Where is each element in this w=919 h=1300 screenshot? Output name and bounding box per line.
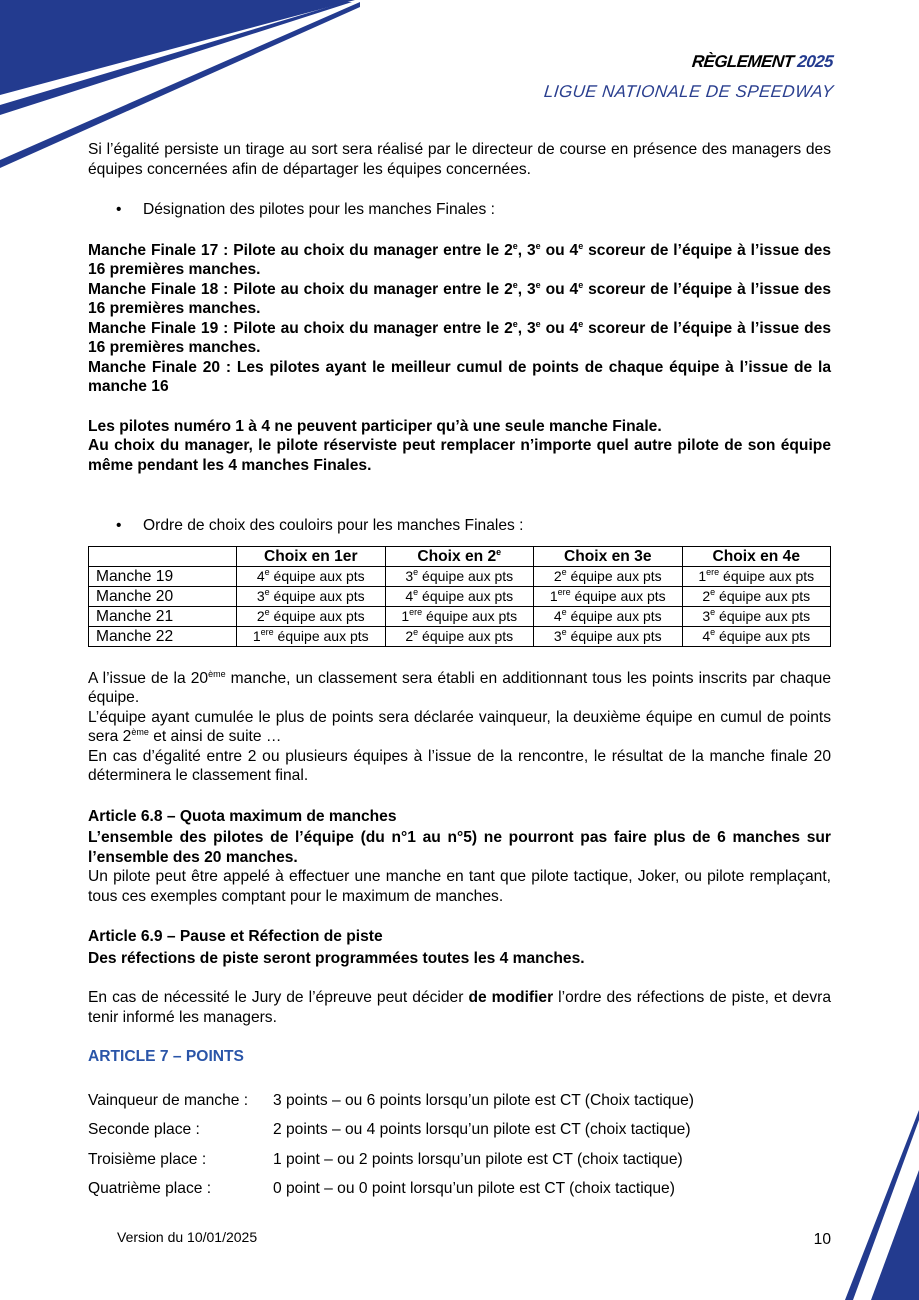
footer-swoosh-graphic bbox=[839, 1110, 919, 1300]
classification-text bbox=[88, 669, 831, 786]
finals-list bbox=[88, 241, 831, 397]
final-17: Manche Finale 17 : Pilote au choix du manager entre le 2e, 3e ou 4e scoreur de l’équipe à l’issue des 16 premières manches. bbox=[88, 240, 831, 278]
table-header-4: Choix en 4e bbox=[682, 546, 831, 566]
table-row bbox=[89, 626, 831, 646]
article-6-9-bold: Des réfections de piste seront programmées toutes les 4 manches. bbox=[88, 949, 585, 967]
points-list bbox=[88, 1091, 831, 1209]
article-6-8-title: Article 6.8 – Quota maximum de manches bbox=[88, 807, 397, 825]
table-cell: 1ere équipe aux pts bbox=[534, 586, 683, 606]
points-row-1: Vainqueur de manche : 3 points – ou 6 points lorsqu’un pilote est CT (Choix tactique) bbox=[88, 1091, 694, 1109]
article-6-8-text: Un pilote peut être appelé à effectuer une manche en tant que pilote tactique, Joker, ou pilote remplaçant, tous ces exemples comptant pour le maximum de manches. bbox=[88, 868, 831, 905]
table-row bbox=[89, 586, 831, 606]
bullet-finals-designation: • Désignation des pilotes pour les manches Finales : bbox=[116, 201, 495, 218]
table-header-empty bbox=[89, 546, 237, 566]
table-cell: 2e équipe aux pts bbox=[237, 606, 386, 626]
article-6-9-title: Article 6.9 – Pause et Réfection de piste bbox=[88, 928, 383, 945]
table-row-label: Manche 21 bbox=[89, 606, 237, 626]
table-cell: 3e équipe aux pts bbox=[385, 566, 534, 586]
table-row-label: Manche 19 bbox=[89, 566, 237, 586]
table-row bbox=[89, 566, 831, 586]
table-cell: 3e équipe aux pts bbox=[534, 626, 683, 646]
classification-p3: En cas d’égalité entre 2 ou plusieurs équipes à l’issue de la rencontre, le résultat de la manche finale 20 déterminera le classement final. bbox=[88, 747, 831, 784]
article-7-title: ARTICLE 7 – POINTS bbox=[88, 1048, 244, 1065]
table-cell: 3e équipe aux pts bbox=[237, 586, 386, 606]
table-cell: 2e équipe aux pts bbox=[682, 586, 831, 606]
final-19: Manche Finale 19 : Pilote au choix du manager entre le 2e, 3e ou 4e scoreur de l’équipe à l’issue des 16 premières manches. bbox=[88, 318, 831, 356]
table-cell: 4e équipe aux pts bbox=[682, 626, 831, 646]
table-cell: 1ere équipe aux pts bbox=[682, 566, 831, 586]
table-row-label: Manche 20 bbox=[89, 586, 237, 606]
rule-one-final: Les pilotes numéro 1 à 4 ne peuvent participer qu’à une seule manche Finale. bbox=[88, 417, 662, 435]
footer-version: Version du 10/01/2025 bbox=[117, 1229, 258, 1245]
header-title: RÈGLEMENT 2025 bbox=[691, 52, 835, 71]
final-20: Manche Finale 20 : Les pilotes ayant le meilleur cumul de points de chaque équipe à l’issue de la manche 16 bbox=[88, 358, 831, 395]
page-number: 10 bbox=[813, 1231, 831, 1248]
points-row-2: Seconde place : 2 points – ou 4 points lorsqu’un pilote est CT (choix tactique) bbox=[88, 1121, 691, 1138]
classification-p2: L’équipe ayant cumulée le plus de points sera déclarée vainqueur, la deuxième équipe en cumul de points sera 2ème et ainsi de suite … bbox=[88, 708, 831, 745]
lane-choice-table bbox=[88, 546, 831, 647]
table-cell: 2e équipe aux pts bbox=[385, 626, 534, 646]
tie-paragraph: Si l’égalité persiste un tirage au sort sera réalisé par le directeur de course en présence des managers des équipes concernées afin de départager les équipes concernées. bbox=[88, 141, 831, 178]
bullet-lane-order: • Ordre de choix des couloirs pour les manches Finales : bbox=[116, 517, 524, 534]
article-6-8-bold: L’ensemble des pilotes de l’équipe (du n°1 au n°5) ne pourront pas faire plus de 6 manches sur l’ensemble des 20 manches. bbox=[88, 829, 831, 866]
table-header-1: Choix en 1er bbox=[237, 546, 386, 566]
table-cell: 4e équipe aux pts bbox=[385, 586, 534, 606]
table-cell: 3e équipe aux pts bbox=[682, 606, 831, 626]
header-subtitle: LIGUE NATIONALE DE SPEEDWAY bbox=[542, 82, 835, 101]
points-row-3: Troisième place : 1 point – ou 2 points lorsqu’un pilote est CT (choix tactique) bbox=[88, 1150, 683, 1168]
table-cell: 1ere équipe aux pts bbox=[385, 606, 534, 626]
table-cell: 4e équipe aux pts bbox=[237, 566, 386, 586]
final-18: Manche Finale 18 : Pilote au choix du manager entre le 2e, 3e ou 4e scoreur de l’équipe à l’issue des 16 premières manches. bbox=[88, 279, 831, 317]
points-row-4: Quatrième place : 0 point – ou 0 point lorsqu’un pilote est CT (choix tactique) bbox=[88, 1180, 675, 1197]
document-body bbox=[88, 140, 831, 1209]
article-6-9-text: En cas de nécessité le Jury de l’épreuve peut décider de modifier l’ordre des réfections de piste, et devra tenir informé les managers. bbox=[88, 989, 831, 1026]
table-cell: 4e équipe aux pts bbox=[534, 606, 683, 626]
classification-p1: A l’issue de la 20ème manche, un classement sera établi en additionnant tous les points inscrits par chaque équipe. bbox=[88, 668, 831, 706]
table-row bbox=[89, 606, 831, 626]
table-cell: 2e équipe aux pts bbox=[534, 566, 683, 586]
table-cell: 1ere équipe aux pts bbox=[237, 626, 386, 646]
rule-reserve: Au choix du manager, le pilote réserviste peut remplacer n’importe quel autre pilote de son équipe même pendant les 4 manches Finales. bbox=[88, 437, 831, 474]
table-header-3: Choix en 3e bbox=[534, 546, 683, 566]
table-header-row bbox=[89, 546, 831, 566]
finals-rules bbox=[88, 417, 831, 476]
table-row-label: Manche 22 bbox=[89, 626, 237, 646]
table-header-2: Choix en 2e bbox=[385, 546, 534, 566]
